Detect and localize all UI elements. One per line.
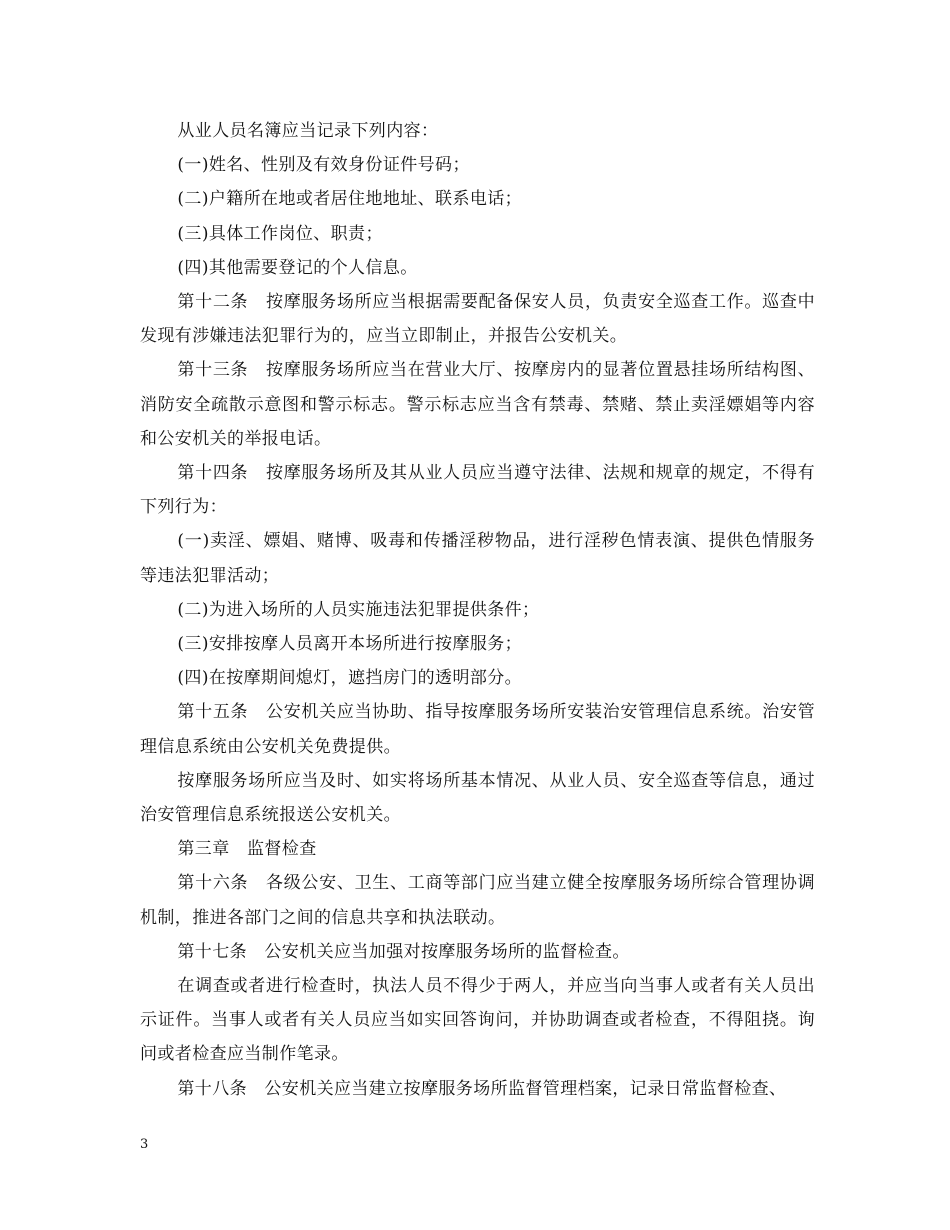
paragraph-prohibited-item-4: (四)在按摩期间熄灯，遮挡房门的透明部分。: [177, 668, 523, 689]
paragraph-prohibited-item-1: (一)卖淫、嫖娼、赌博、吸毒和传播淫秽物品，进行淫秽色情表演、提供色情服务等违法犯罪活动；: [140, 531, 815, 586]
paragraph-item-job-duty: (三)具体工作岗位、职责；: [177, 223, 383, 244]
paragraph-article-13: 第十三条 按摩服务场所应当在营业大厅、按摩房内的显著位置悬挂场所结构图、消防安全疏散示意图和警示标志。警示标志应当含有禁毒、禁赌、禁止卖淫嫖娼等内容和公安机关的举报电话。: [140, 360, 815, 449]
body-text: [140, 114, 815, 1106]
paragraph-article-17-inspection: 在调查或者进行检查时，执法人员不得少于两人，并应当向当事人或者有关人员出示证件。当事人或者有关人员应当如实回答询问，并协助调查或者检查，不得阻挠。询问或者检查应当制作笔录。: [140, 976, 815, 1065]
paragraph-article-15: 第十五条 公安机关应当协助、指导按摩服务场所安装治安管理信息系统。治安管理信息系统由公安机关免费提供。: [140, 702, 815, 757]
paragraph-article-12: 第十二条 按摩服务场所应当根据需要配备保安人员，负责安全巡查工作。巡查中发现有涉嫌违法犯罪行为的，应当立即制止，并报告公安机关。: [140, 292, 815, 347]
paragraph-article-14: 第十四条 按摩服务场所及其从业人员应当遵守法律、法规和规章的规定，不得有下列行为：: [140, 463, 815, 518]
paragraph-item-address-phone: (二)户籍所在地或者居住地地址、联系电话；: [177, 189, 523, 210]
page-number: 3: [140, 1137, 149, 1152]
paragraph-article-16: 第十六条 各级公安、卫生、工商等部门应当建立健全按摩服务场所综合管理协调机制，推进各部门之间的信息共享和执法联动。: [140, 873, 815, 928]
paragraph-article-18: 第十八条 公安机关应当建立按摩服务场所监督管理档案，记录日常监督检查、: [177, 1078, 787, 1099]
paragraph-staff-register-intro: 从业人员名簿应当记录下列内容：: [177, 121, 439, 141]
paragraph-article-15-reporting: 按摩服务场所应当及时、如实将场所基本情况、从业人员、安全巡查等信息，通过治安管理信息系统报送公安机关。: [140, 770, 815, 826]
paragraph-article-17: 第十七条 公安机关应当加强对按摩服务场所的监督检查。: [177, 941, 630, 962]
paragraph-prohibited-item-2: (二)为进入场所的人员实施违法犯罪提供条件；: [177, 599, 540, 620]
paragraph-item-name-id: (一)姓名、性别及有效身份证件号码；: [177, 155, 470, 176]
paragraph-prohibited-item-3: (三)安排按摩人员离开本场所进行按摩服务；: [177, 634, 523, 655]
chapter-heading: 第三章 监督检查: [177, 839, 317, 860]
paragraph-item-other-info: (四)其他需要登记的个人信息。: [177, 257, 418, 278]
